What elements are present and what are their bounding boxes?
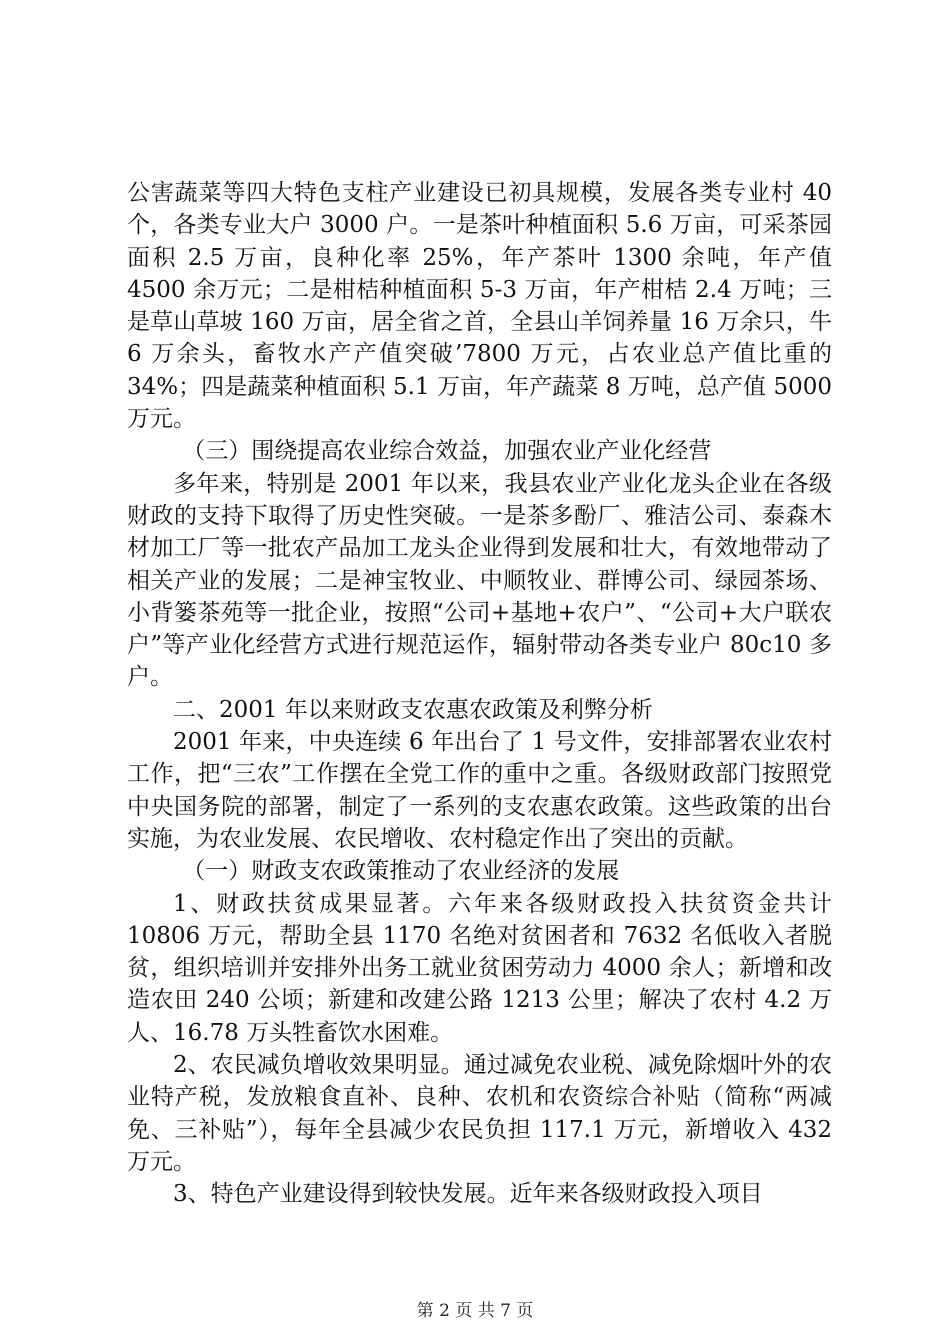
paragraph-5: 2、农民减负增收效果明显。通过减免农业税、减免除烟叶外的农业特产税，发放粮食直补、良种、农机和农资综合补贴（简称“两减免、三补贴”），每年全县减少农民负担 117.1 万元，新增收入 432 万元。	[127, 1052, 832, 1175]
paragraph-3: 2001 年来，中央连续 6 年出台了 1 号文件，安排部署农业农村工作，把“三农”工作摆在全党工作的重中之重。各级财政部门按照党中央国务院的部署，制定了一系列的支农惠农政策。这些政策的出台实施，为农业发展、农民增收、农村稳定作出了突出的贡献。	[127, 729, 832, 852]
paragraph-4: 1、财政扶贫成果显著。六年来各级财政投入扶贫资金共计 10806 万元，帮助全县 1170 名绝对贫困者和 7632 名低收入者脱贫，组织培训并安排外出务工就业贫困劳动力 4000 余人；新增和改造农田 240 公顷；新建和改建公路 1213 公里；解决了农村 4.2 万人、16.78 万头牲畜饮水困难。	[127, 890, 832, 1046]
document-body	[127, 177, 832, 1211]
section-heading-2-1: （一）财政支农政策推动了农业经济的发展	[182, 858, 620, 885]
section-heading-3: （三）围绕提高农业综合效益，加强农业产业化经营	[182, 438, 712, 465]
paragraph-6: 3、特色产业建设得到较快发展。近年来各级财政投入项目	[173, 1181, 763, 1208]
section-heading-2: 二、2001 年以来财政支农惠农政策及利弊分析	[173, 696, 653, 723]
paragraph-1: 公害蔬菜等四大特色支柱产业建设已初具规模，发展各类专业村 40 个，各类专业大户 3000 户。一是茶叶种植面积 5.6 万亩，可采茶园面积 2.5 万亩，良种化率 25%，年产茶叶 1300 余吨，年产值 4500 余万元；二是柑桔种植面积 5-3 万亩，年产柑桔 2.4 万吨；三是草山草坡 160 万亩，居全省之首，全县山羊饲养量 16 万余只，牛 6 万余头，畜牧水产产值突破’7800 万元，占农业总产值比重的 34%；四是蔬菜种植面积 5.1 万亩，年产蔬菜 8 万吨，总产值 5000 万元。	[127, 180, 832, 433]
page-number-footer: 第 2 页 共 7 页	[416, 1301, 534, 1321]
paragraph-2: 多年来，特别是 2001 年以来，我县农业产业化龙头企业在各级财政的支持下取得了历史性突破。一是茶多酚厂、雅洁公司、泰森木材加工厂等一批农产品加工龙头企业得到发展和壮大，有效地带动了相关产业的发展；二是神宝牧业、中顺牧业、群博公司、绿园茶场、小背篓茶苑等一批企业，按照“公司+基地+农户”、“公司+大户联农户”等产业化经营方式进行规范运作，辐射带动各类专业户 80c10 多户。	[127, 470, 832, 691]
